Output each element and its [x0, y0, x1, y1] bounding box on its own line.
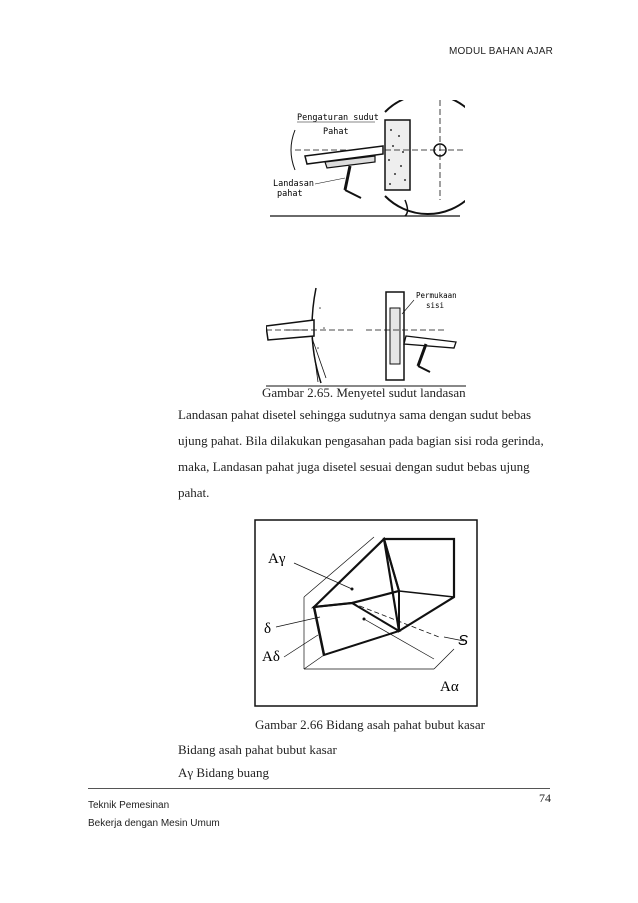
footer-rule — [88, 788, 550, 789]
label-a-delta: Aδ — [262, 649, 280, 665]
label-delta: δ — [264, 621, 272, 637]
footer-title-2: Bekerja dengan Mesin Umum — [88, 818, 220, 829]
label-a-alpha: Aα — [440, 679, 459, 695]
label-s: S — [458, 632, 469, 649]
footer-title-1: Teknik Pemesinan — [88, 800, 170, 811]
figure-side-surface — [266, 278, 466, 388]
grinding-face — [385, 120, 410, 190]
label-tool: Pahat — [323, 127, 349, 137]
label-angle-setting: Pengaturan sudut — [297, 113, 379, 123]
figure-grinder-angle-setting — [265, 100, 465, 222]
body-paragraph — [178, 402, 550, 506]
label-side-surface-2: sisi — [426, 301, 445, 310]
figure-caption-2-65: Gambar 2.65. Menyetel sudut landasan — [262, 385, 466, 400]
body-line-faces: Bidang asah pahat bubut kasar — [178, 742, 337, 757]
page-number: 74 — [539, 791, 551, 805]
figure-caption-2-66: Gambar 2.66 Bidang asah pahat bubut kasar — [255, 717, 485, 732]
label-tool-rest-2: pahat — [277, 189, 303, 199]
paragraph-line: Landasan pahat disetel sehingga sudutnya sama dengan sudut bebas — [178, 407, 532, 422]
paragraph-line: pahat. — [178, 485, 210, 500]
label-tool-rest-1: Landasan — [273, 179, 314, 189]
figure-tool-faces — [254, 519, 478, 707]
body-line-a-gamma: Aγ Bidang buang — [178, 765, 269, 780]
running-header: MODUL BAHAN AJAR — [449, 46, 553, 57]
label-a-gamma: Aγ — [268, 551, 286, 567]
paragraph-line: ujung pahat. Bila dilakukan pengasahan pada bagian sisi roda gerinda, — [178, 433, 544, 448]
label-side-surface-1: Permukaan — [416, 291, 457, 300]
paragraph-line: maka, Landasan pahat juga disetel sesuai dengan sudut bebas ujung — [178, 459, 530, 474]
